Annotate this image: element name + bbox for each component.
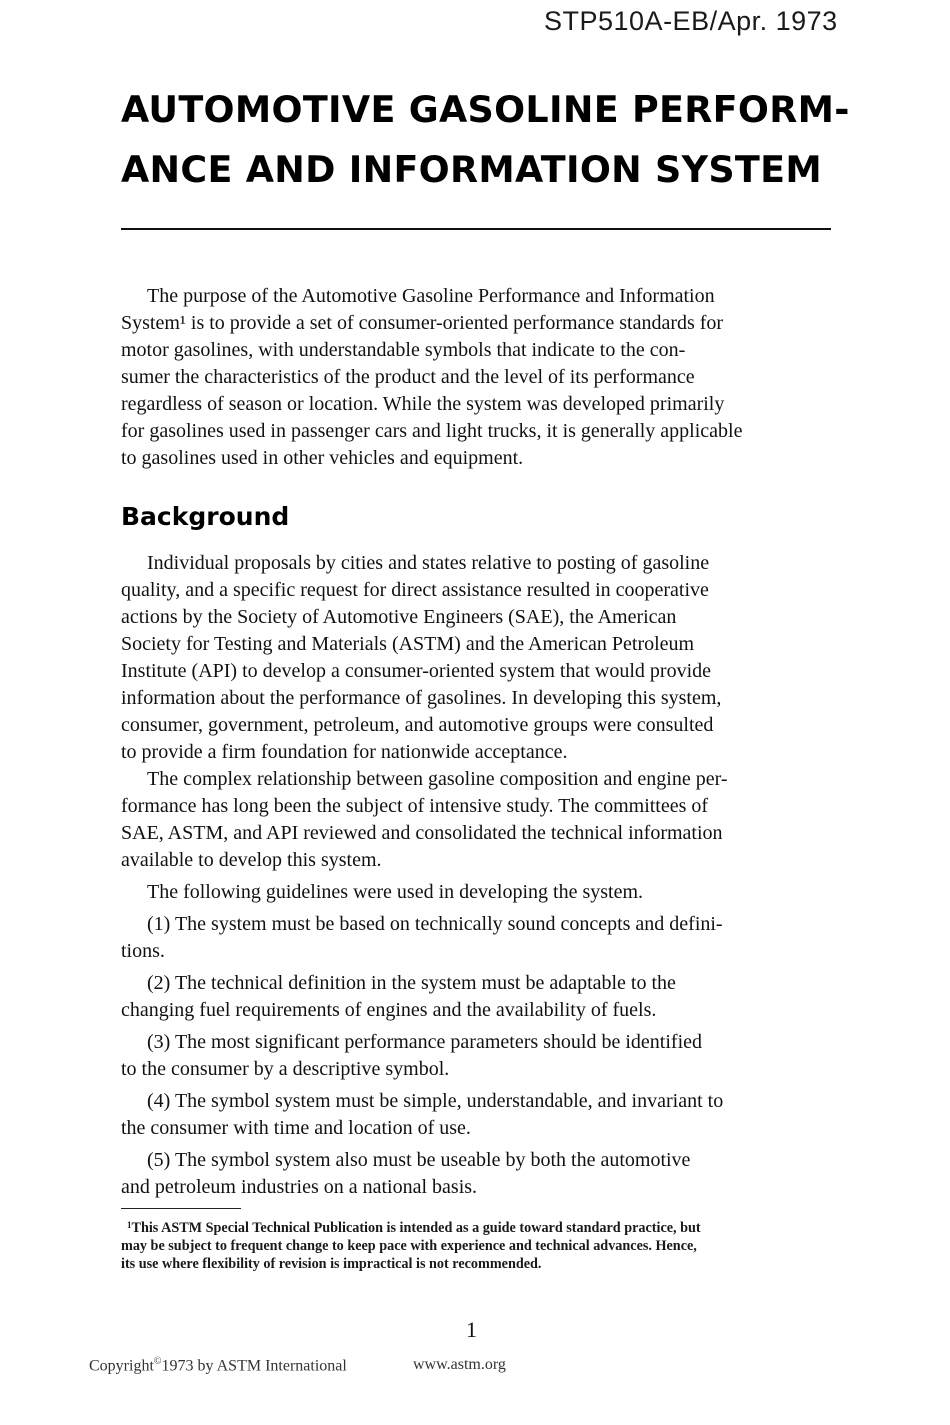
guideline-item: (1) The system must be based on technically sound concepts and defini- tions. [121,913,723,962]
background-paragraph: The following guidelines were used in developing the system. [147,881,644,903]
guideline-item: (4) The symbol system must be simple, understandable, and invariant to the consumer with time and location of use. [121,1090,724,1139]
website-link[interactable]: www.astm.org [413,1356,506,1373]
background-section [121,550,829,1201]
page-title-line-2: ANCE AND INFORMATION SYSTEM [121,148,822,191]
footnote-marker: 1 [127,1220,132,1230]
guideline-item: (3) The most significant performance parameters should be identified to the consumer by a descriptive symbol. [121,1031,702,1080]
page-title-line-1: AUTOMOTIVE GASOLINE PERFORM- [121,88,850,131]
footnote-text: This ASTM Special Technical Publication is intended as a guide toward standard practice, but may be subject to frequent change to keep pace with experience and technical advances. Hence, its use where flexibility of revision is impractical is not recommended. [121,1220,701,1272]
section-heading-background: Background [121,502,290,531]
background-paragraph: The complex relationship between gasoline composition and engine per- formance has long been the subject of intensive study. The committees of SAE, ASTM, and API reviewed and consolidated the technical information available to develop this system. [121,768,728,871]
page-title [121,80,850,200]
background-paragraph: Individual proposals by cities and states relative to posting of gasoline quality, and a specific request for direct assistance resulted in cooperative actions by the Society of Automotive Engineers (SAE), the American Society for Testing and Materials (ASTM) and the American Petroleum Institute (API) to develop a consumer-oriented system that would provide information about the performance of gasolines. In developing this system, consumer, government, petroleum, and automotive groups were consulted to provide a firm foundation for nationwide acceptance. [121,552,722,763]
copyright-prefix: Copyright [89,1357,154,1375]
copyright-symbol: © [153,1356,162,1367]
intro-section [121,283,829,472]
footnote-divider [121,1208,241,1209]
guideline-item: (2) The technical definition in the system must be adaptable to the changing fuel requirements of engines and the availability of fuels. [121,972,676,1021]
page-number: 1 [466,1317,477,1342]
copyright-notice [89,1356,347,1375]
document-id: STP510A-EB/Apr. 1973 [544,6,838,36]
copyright-text: 1973 by ASTM International [161,1357,347,1375]
intro-paragraph: The purpose of the Automotive Gasoline Performance and Information System¹ is to provide a set of consumer-oriented performance standards for motor gasolines, with understandable symbols that indicate to the con- sumer the characteristics of the product and the level of its performance regardless of season or location. While the system was developed primarily for gasolines used in passenger cars and light trucks, it is generally applicable to gasolines used in other vehicles and equipment. [121,285,743,469]
title-divider [121,228,831,230]
guideline-item: (5) The symbol system also must be useable by both the automotive and petroleum industries on a national basis. [121,1149,691,1198]
footnote [121,1216,831,1273]
